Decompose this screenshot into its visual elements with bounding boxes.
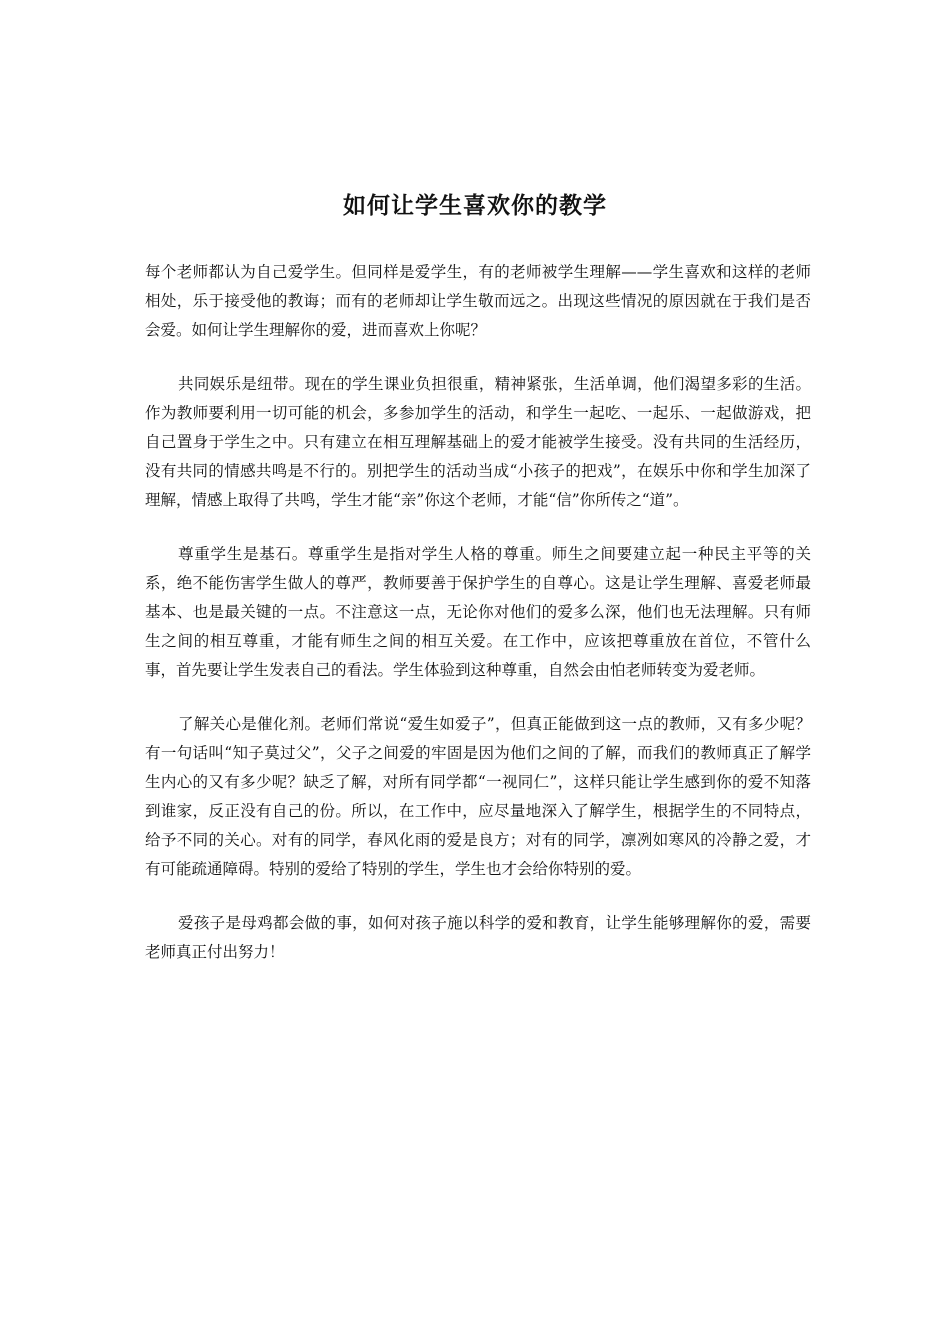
paragraph-entertainment: 共同娱乐是纽带。现在的学生课业负担很重，精神紧张，生活单调，他们渴望多彩的生活。作为教师要利用一切可能的机会，多参加学生的活动，和学生一起吃、一起乐、一起做游戏，把自己置身于学生之中。只有建立在相互理解基础上的爱才能被学生接受。没有共同的生活经历，没有共同的情感共鸣是不行的。别把学生的活动当成“小孩子的把戏”，在娱乐中你和学生加深了理解，情感上取得了共鸣，学生才能“亲”你这个老师，才能“信”你所传之“道”。 bbox=[145, 375, 811, 509]
document-title: 如何让学生喜欢你的教学 bbox=[343, 192, 607, 219]
paragraph-intro: 每个老师都认为自己爱学生。但同样是爱学生，有的老师被学生理解——学生喜欢和这样的老师相处，乐于接受他的教诲；而有的老师却让学生敬而远之。出现这些情况的原因就在于我们是否会爱。如何让学生理解你的爱，进而喜欢上你呢？ bbox=[145, 263, 811, 339]
paragraph-conclusion: 爱孩子是母鸡都会做的事，如何对孩子施以科学的爱和教育，让学生能够理解你的爱，需要老师真正付出努力！ bbox=[145, 914, 811, 961]
document-body bbox=[145, 258, 811, 992]
paragraph-understanding: 了解关心是催化剂。老师们常说“爱生如爱子”，但真正能做到这一点的教师，又有多少呢？有一句话叫“知子莫过父”，父子之间爱的牢固是因为他们之间的了解，而我们的教师真正了解学生内心的又有多少呢？缺乏了解，对所有同学都“一视同仁”，这样只能让学生感到你的爱不知落到谁家，反正没有自己的份。所以，在工作中，应尽量地深入了解学生，根据学生的不同特点，给予不同的关心。对有的同学，春风化雨的爱是良方；对有的同学，凛冽如寒风的冷静之爱，才有可能疏通障碍。特别的爱给了特别的学生，学生也才会给你特别的爱。 bbox=[145, 715, 811, 878]
paragraph-respect: 尊重学生是基石。尊重学生是指对学生人格的尊重。师生之间要建立起一种民主平等的关系，绝不能伤害学生做人的尊严，教师要善于保护学生的自尊心。这是让学生理解、喜爱老师最基本、也是最关键的一点。不注意这一点，无论你对他们的爱多么深，他们也无法理解。只有师生之间的相互尊重，才能有师生之间的相互关爱。在工作中，应该把尊重放在首位，不管什么事，首先要让学生发表自己的看法。学生体验到这种尊重，自然会由怕老师转变为爱老师。 bbox=[145, 545, 811, 679]
